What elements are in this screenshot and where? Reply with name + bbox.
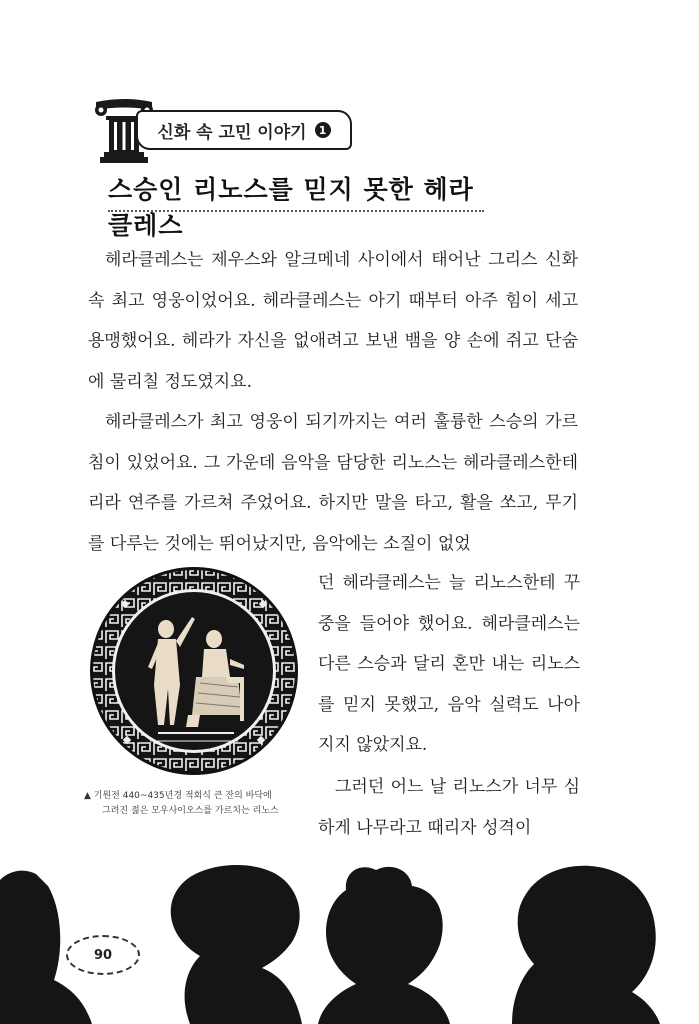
page-number: 90 bbox=[66, 935, 140, 975]
plate-illustration bbox=[88, 565, 300, 777]
series-number-badge: 1 bbox=[315, 122, 331, 138]
paragraph-2: 헤라클레스가 최고 영웅이 되기까지는 여러 훌륭한 스승의 가르침이 있었어요. 그 가운데 음악을 담당한 리노스는 헤라클레스한테 리라 연주를 가르쳐 주었어요. 하지만 말을 타고, 활을 쏘고, 무기를 다루는 것에는 뛰어났지만, 음악에는 소질이 없었 bbox=[88, 412, 578, 554]
paragraph-2-continued: 던 헤라클레스는 늘 리노스한테 꾸중을 들어야 했어요. 헤라클레스는 다른 스승과 달리 혼만 내는 리노스를 믿지 못했고, 음악 실력도 나아지지 않았지요. bbox=[318, 573, 580, 755]
paragraph-3: 그러던 어느 날 리노스가 너무 심하게 나무라고 때리자 성격이 bbox=[318, 777, 580, 838]
caption-line-1: ▲ 기원전 440~435년경 적회식 큰 잔의 바닥에 bbox=[84, 791, 272, 801]
greek-plate-image bbox=[88, 565, 300, 777]
title-dotted-rule bbox=[108, 210, 484, 212]
caption-line-2: 그려진 젊은 모우사이오스를 가르치는 리노스 bbox=[102, 806, 279, 816]
chapter-title: 스승인 리노스를 믿지 못한 헤라클레스 bbox=[108, 175, 474, 240]
series-label-tag bbox=[136, 110, 352, 150]
figure-caption bbox=[84, 789, 306, 819]
paragraph-1: 헤라클레스는 제우스와 알크메네 사이에서 태어난 그리스 신화 속 최고 영웅이었어요. 헤라클레스는 아기 때부터 아주 힘이 세고 용맹했어요. 헤라가 자신을 없애려고 보낸 뱀을 양 손에 쥐고 단숨에 물리칠 정도였지요. bbox=[88, 250, 578, 392]
series-label: 신화 속 고민 이야기 bbox=[157, 122, 307, 143]
series-banner bbox=[92, 96, 362, 164]
